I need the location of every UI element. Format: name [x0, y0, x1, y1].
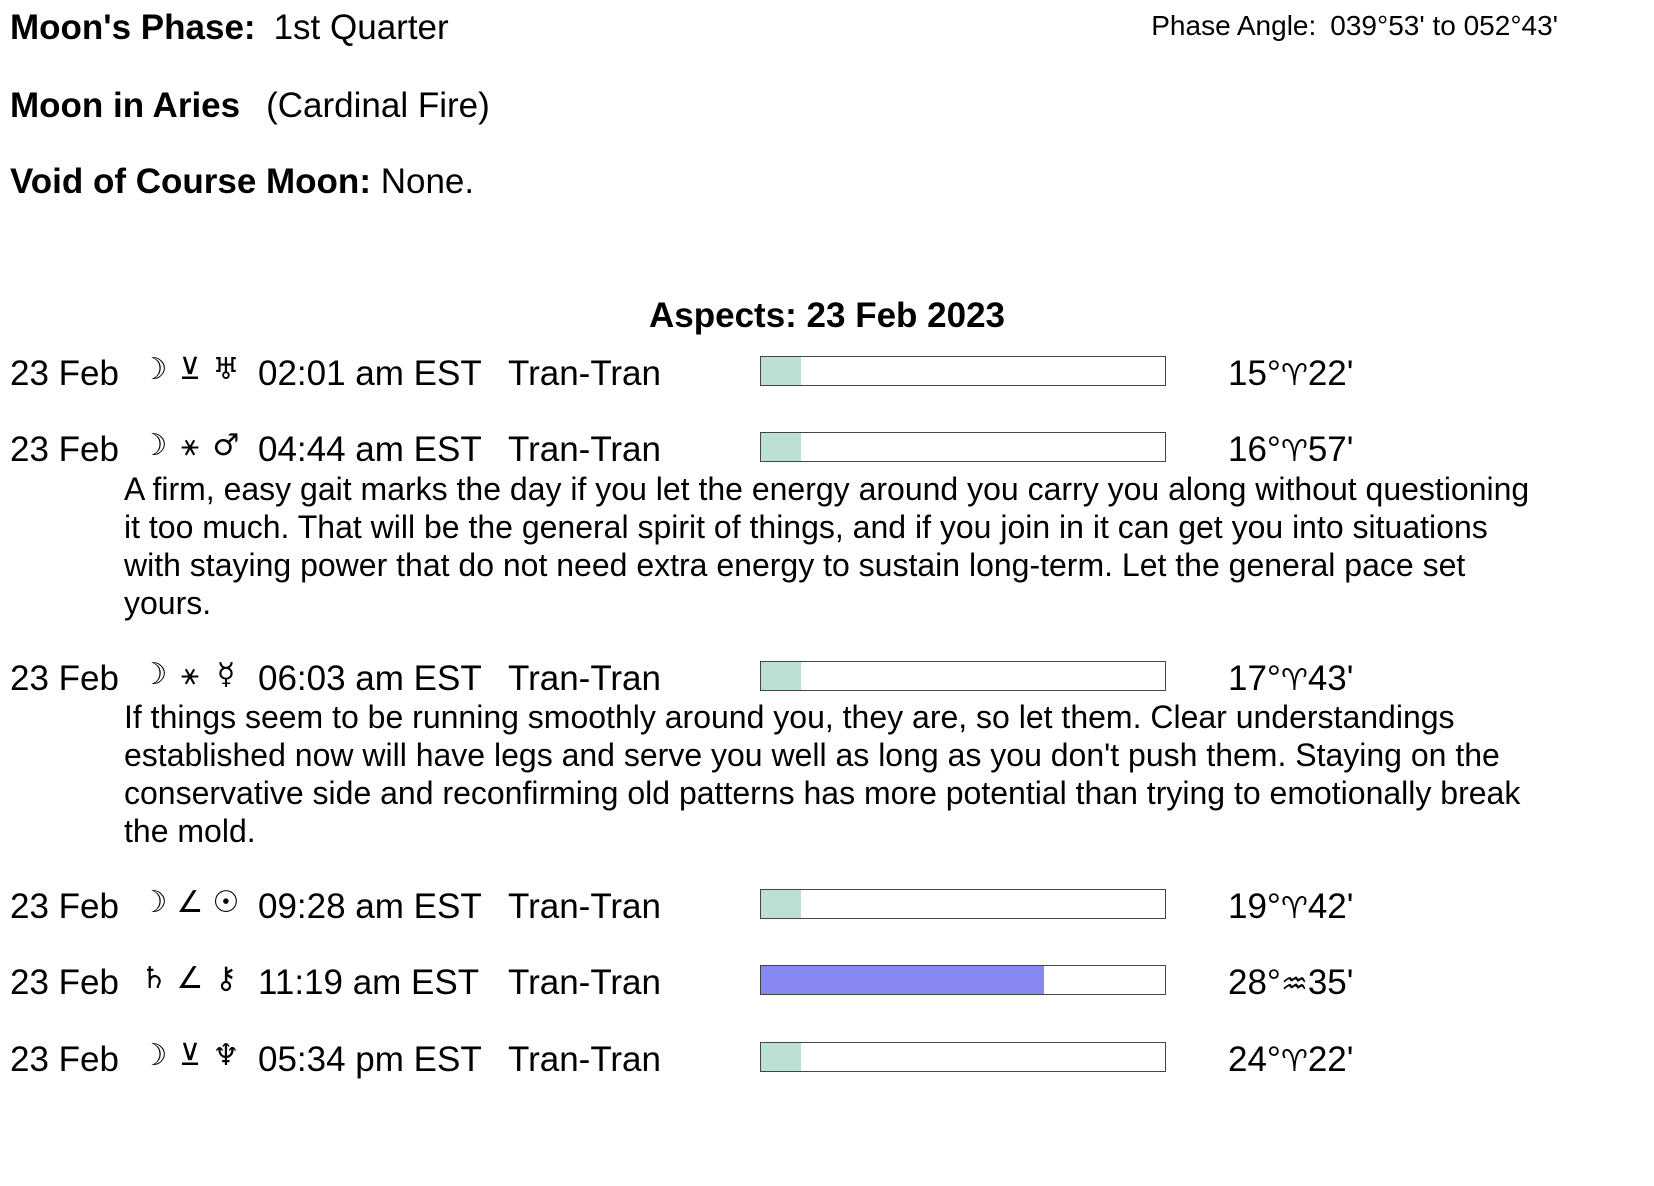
aspect-position	[1228, 887, 1353, 927]
planet-1-icon: ☽	[140, 352, 168, 387]
strength-bar	[760, 965, 1166, 995]
position-minutes: 22'	[1307, 354, 1354, 393]
aspect-row	[0, 659, 1654, 699]
zodiac-sign-icon: ♈	[1280, 434, 1308, 469]
aspect-kind: Tran-Tran	[508, 354, 661, 393]
strength-bar-fill	[761, 433, 801, 461]
strength-bar-fill	[761, 1043, 801, 1071]
aspect-date: 23 Feb	[10, 1040, 119, 1079]
aspect-type-icon: ∠	[176, 961, 204, 996]
aspect-kind: Tran-Tran	[508, 430, 661, 469]
void-of-course	[10, 162, 474, 202]
zodiac-sign-icon: ♈	[1280, 1044, 1308, 1079]
aspect-symbols	[136, 428, 246, 463]
aspect-type-icon: ∠	[176, 885, 204, 920]
aspect-description: A firm, easy gait marks the day if you let the energy around you carry you along without questioning it too much. That will be the general spirit of things, and if you join in it can get you into situations with staying power that do not need extra energy to sustain long-term. Let the general pace set yours.	[124, 471, 1530, 621]
aspect-kind: Tran-Tran	[508, 1040, 661, 1079]
aspect-row	[0, 354, 1654, 394]
planet-2-icon: ♂	[212, 428, 240, 463]
strength-bar	[760, 432, 1166, 462]
strength-bar	[760, 889, 1166, 919]
strength-bar	[760, 356, 1166, 386]
phase-angle-label: Phase Angle:	[1151, 10, 1317, 41]
position-minutes: 43'	[1307, 659, 1354, 698]
aspect-type-icon: ⊻	[179, 352, 201, 387]
aspect-position	[1228, 963, 1353, 1003]
aspect-symbols	[136, 352, 246, 387]
strength-bar-fill	[761, 662, 801, 690]
aspect-date: 23 Feb	[10, 430, 119, 469]
aspect-symbols	[136, 657, 246, 692]
position-degrees: 28°	[1228, 963, 1281, 1002]
aspect-position	[1228, 430, 1353, 470]
aspect-date: 23 Feb	[10, 354, 119, 393]
moon-sign-label: Moon in Aries	[10, 86, 241, 125]
aspect-kind: Tran-Tran	[508, 963, 661, 1002]
aspect-type-icon: ⚹	[181, 428, 199, 463]
aspect-symbols	[136, 1038, 246, 1073]
position-minutes: 35'	[1307, 963, 1354, 1002]
aspect-position	[1228, 1040, 1353, 1080]
position-degrees: 15°	[1228, 354, 1281, 393]
position-degrees: 17°	[1228, 659, 1281, 698]
aspect-type-icon: ⚹	[181, 657, 199, 692]
strength-bar	[760, 661, 1166, 691]
aspect-date: 23 Feb	[10, 963, 119, 1002]
position-minutes: 22'	[1307, 1040, 1354, 1079]
aspects-heading: Aspects: 23 Feb 2023	[648, 296, 1005, 335]
planet-1-icon: ☽	[140, 1038, 168, 1073]
planet-1-icon: ☽	[140, 428, 168, 463]
position-minutes: 42'	[1307, 887, 1354, 926]
aspect-kind: Tran-Tran	[508, 659, 661, 698]
strength-bar-fill	[761, 357, 801, 385]
aspect-date: 23 Feb	[10, 659, 119, 698]
aspect-time: 02:01 am EST	[258, 354, 482, 393]
strength-bar	[760, 1042, 1166, 1072]
aspect-symbols	[136, 961, 246, 996]
planet-2-icon: ♆	[212, 1038, 240, 1073]
aspect-row	[0, 887, 1654, 927]
aspect-type-icon: ⊻	[179, 1038, 201, 1073]
moon-sign	[10, 86, 490, 126]
aspect-description: If things seem to be running smoothly around you, they are, so let them. Clear understandings established now will have legs and serve you well as long as you don't push them. Staying on the conservative side and reconfirming old patterns has more potential than trying to emotionally break the mold.	[124, 699, 1521, 849]
planet-1-icon: ☽	[140, 657, 168, 692]
moon-phase-label: Moon's Phase:	[10, 8, 256, 47]
aspect-time: 05:34 pm EST	[258, 1040, 482, 1079]
aspect-symbols	[136, 885, 246, 920]
planet-2-icon: ☿	[216, 657, 236, 692]
planet-2-icon: ♅	[212, 352, 240, 387]
moon-sign-element: (Cardinal Fire)	[266, 86, 490, 125]
aspect-time: 04:44 am EST	[258, 430, 482, 469]
aspect-time: 09:28 am EST	[258, 887, 482, 926]
zodiac-sign-icon: ♈	[1280, 663, 1308, 698]
position-minutes: 57'	[1307, 430, 1354, 469]
strength-bar-fill	[761, 966, 1044, 994]
moon-phase-value: 1st Quarter	[273, 8, 449, 47]
planet-2-icon: ☉	[212, 885, 240, 920]
position-degrees: 19°	[1228, 887, 1281, 926]
aspect-date: 23 Feb	[10, 887, 119, 926]
position-degrees: 16°	[1228, 430, 1281, 469]
planet-1-icon: ☽	[140, 885, 168, 920]
zodiac-sign-icon: ♈	[1280, 358, 1308, 393]
voc-label: Void of Course Moon:	[10, 162, 371, 201]
aspect-row	[0, 1040, 1654, 1080]
strength-bar-fill	[761, 890, 801, 918]
phase-angle-value: 039°53' to 052°43'	[1330, 10, 1558, 41]
phase-angle	[1151, 10, 1558, 42]
aspect-time: 11:19 am EST	[258, 963, 480, 1002]
aspect-position	[1228, 354, 1353, 394]
planet-2-icon: ⚷	[215, 961, 237, 996]
moon-phase	[10, 8, 449, 48]
voc-value: None.	[380, 162, 475, 201]
aspect-time: 06:03 am EST	[258, 659, 482, 698]
aspect-kind: Tran-Tran	[508, 887, 661, 926]
aspect-row	[0, 963, 1654, 1003]
aspect-position	[1228, 659, 1353, 699]
zodiac-sign-icon: ♈	[1280, 891, 1308, 926]
position-degrees: 24°	[1228, 1040, 1281, 1079]
aspect-row	[0, 430, 1654, 470]
planet-1-icon: ♄	[140, 961, 168, 996]
zodiac-sign-icon: ♒	[1280, 967, 1308, 1002]
